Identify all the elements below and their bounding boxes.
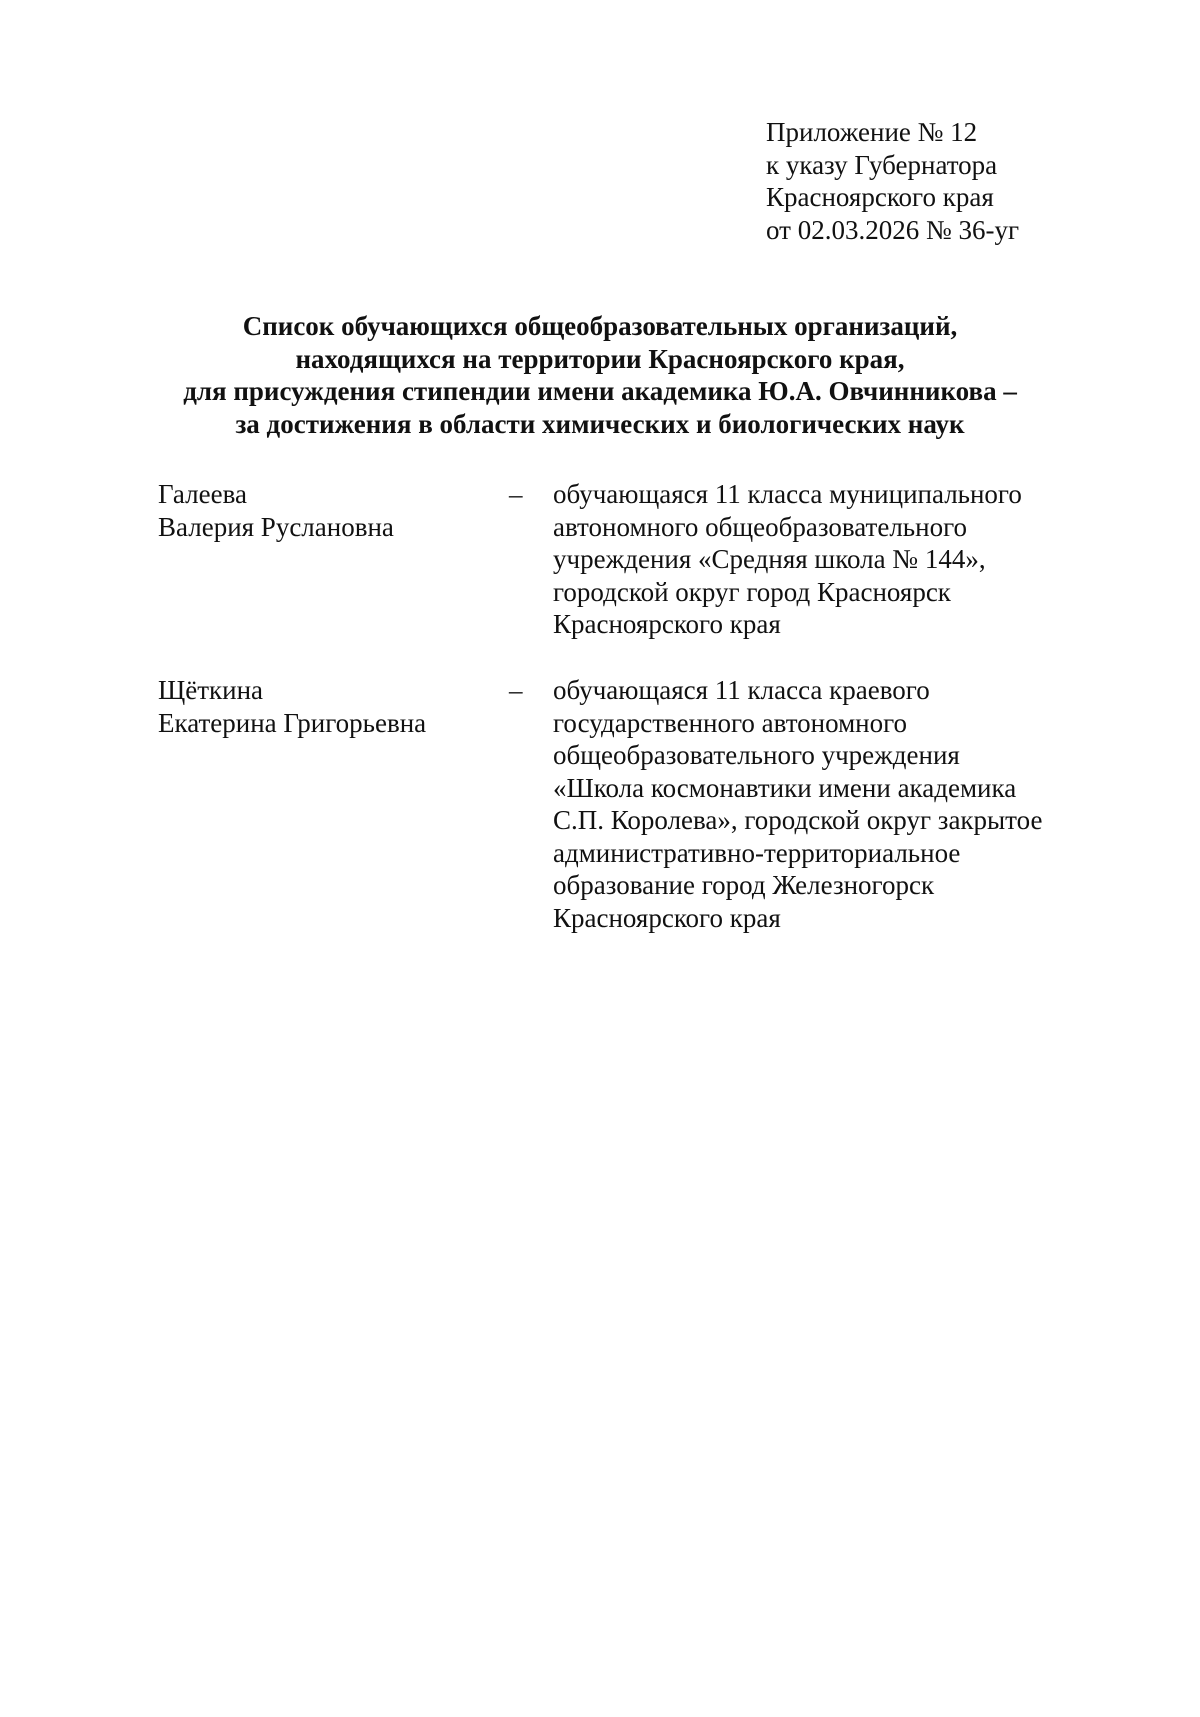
description-line: городской округ город Красноярск <box>553 576 951 607</box>
student-given-names: Валерия Руслановна <box>158 511 394 542</box>
student-given-names: Екатерина Григорьевна <box>158 707 427 738</box>
document-title <box>0 310 1200 440</box>
description-line: административно-территориальное <box>553 837 961 868</box>
description-line: Красноярского края <box>553 609 781 639</box>
student-name <box>158 478 394 543</box>
description-line: обучающаяся 11 класса краевого <box>553 675 930 705</box>
description-line: государственного автономного <box>553 707 908 738</box>
description-line: обучающаяся 11 класса муниципального <box>553 479 1022 509</box>
student-surname: Щёткина <box>158 675 264 705</box>
description-line: общеобразовательного учреждения <box>553 740 960 770</box>
appendix-line: Приложение № 12 <box>766 117 978 147</box>
appendix-line: от 02.03.2026 № 36-уг <box>766 214 1020 245</box>
student-description <box>553 674 1113 934</box>
appendix-line: Красноярского края <box>766 182 994 212</box>
appendix-line: к указу Губернатора <box>766 149 998 180</box>
title-line: Список обучающихся общеобразовательных организаций, <box>242 311 958 341</box>
appendix-header <box>766 116 1019 246</box>
description-line: автономного общеобразовательного <box>553 511 967 542</box>
description-line: образование город Железногорск <box>553 870 935 900</box>
description-line: С.П. Королева», городской округ закрытое <box>553 805 1043 835</box>
description-line: учреждения «Средняя школа № 144», <box>553 544 986 574</box>
student-surname: Галеева <box>158 479 247 509</box>
title-line: для присуждения стипендии имени академика Ю.А. Овчинникова – <box>183 376 1017 406</box>
student-description <box>553 478 1113 641</box>
dash-separator: – <box>509 479 523 509</box>
student-name <box>158 674 426 739</box>
title-line: находящихся на территории Красноярского края, <box>295 343 905 374</box>
description-line: «Школа космонавтики имени академика <box>553 772 1017 803</box>
dash-separator: – <box>509 675 523 705</box>
title-line: за достижения в области химических и биологических наук <box>235 408 965 439</box>
description-line: Красноярского края <box>553 902 781 933</box>
